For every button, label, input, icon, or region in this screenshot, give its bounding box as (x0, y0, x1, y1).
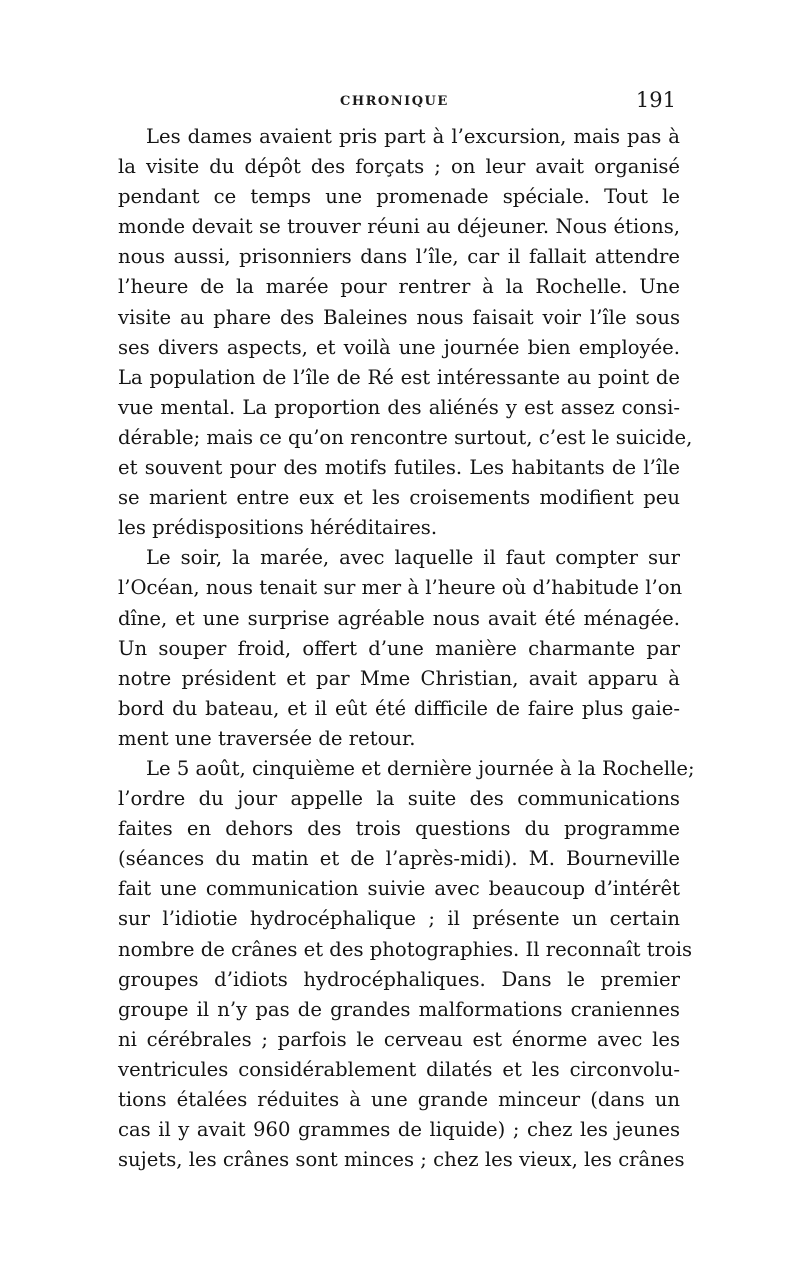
text-line: nous aussi, prisonniers dans l’île, car il fallait attendre (118, 245, 680, 269)
text-line: l’ordre du jour appelle la suite des communications (118, 787, 680, 811)
text-line: se marient entre eux et les croisements modifient peu (118, 486, 680, 510)
page-number: 191 (635, 88, 676, 112)
text-line: vue mental. La proportion des aliénés y est assez consi- (118, 395, 680, 419)
text-line: ses divers aspects, et voilà une journée bien employée. (118, 335, 680, 359)
text-line: tions étalées réduites à une grande minceur (dans un (118, 1088, 680, 1111)
text-line: La population de l’île de Ré est intéressante au point de (118, 365, 680, 389)
text-line: Le 5 août, cinquième et dernière journée à la Rochelle; (146, 756, 695, 780)
running-title: CHRONIQUE (340, 94, 449, 109)
text-line: l’heure de la marée pour rentrer à la Rochelle. Une (118, 275, 680, 299)
text-line: Un souper froid, offert d’une manière charmante par (118, 636, 680, 660)
text-line: notre président et par Mme Christian, avait apparu à (118, 666, 680, 690)
text-line: (séances du matin et de l’après-midi). M. Bourneville (118, 847, 680, 871)
text-line: l’Océan, nous tenait sur mer à l’heure où d’habitude l’on (118, 576, 683, 600)
text-line: dérable; mais ce qu’on rencontre surtout, c’est le suicide, (118, 425, 693, 449)
text-line: et souvent pour des motifs futiles. Les habitants de l’île (118, 456, 680, 480)
text-line: Le soir, la marée, avec laquelle il faut compter sur (146, 546, 680, 570)
running-head (120, 88, 680, 118)
text-line: groupe il n’y pas de grandes malformations craniennes (118, 997, 680, 1021)
text-line: faites en dehors des trois questions du programme (118, 817, 680, 841)
text-line: sujets, les crânes sont minces ; chez les vieux, les crânes (118, 1148, 685, 1172)
text-line: les prédispositions héréditaires. (118, 516, 438, 540)
text-line: la visite du dépôt des forçats ; on leur avait organisé (118, 155, 680, 179)
text-line: sur l’idiotie hydrocéphalique ; il présente un certain (118, 907, 680, 931)
text-line: pendant ce temps une promenade spéciale. Tout le (118, 185, 680, 209)
text-line: ni cérébrales ; parfois le cerveau est énorme avec les (118, 1027, 680, 1051)
text-line: nombre de crânes et des photographies. Il reconnaît trois (118, 937, 693, 961)
text-line: monde devait se trouver réuni au déjeuner. Nous étions, (118, 215, 680, 239)
text-line: ventricules considérablement dilatés et les circonvolu- (118, 1057, 680, 1081)
text-line: groupes d’idiots hydrocéphaliques. Dans le premier (118, 967, 680, 991)
text-line: bord du bateau, et il eût été difficile de faire plus gaie- (118, 696, 680, 720)
body-text (118, 122, 695, 1175)
text-line: dîne, et une surprise agréable nous avait été ménagée. (118, 606, 680, 630)
text-line: fait une communication suivie avec beaucoup d’intérêt (118, 877, 680, 901)
text-line: cas il y avait 960 grammes de liquide) ; chez les jeunes (118, 1118, 680, 1142)
text-line: ment une traversée de retour. (118, 726, 416, 750)
text-line: Les dames avaient pris part à l’excursion, mais pas à (146, 125, 680, 148)
text-line: visite au phare des Baleines nous faisait voir l’île sous (118, 305, 680, 329)
